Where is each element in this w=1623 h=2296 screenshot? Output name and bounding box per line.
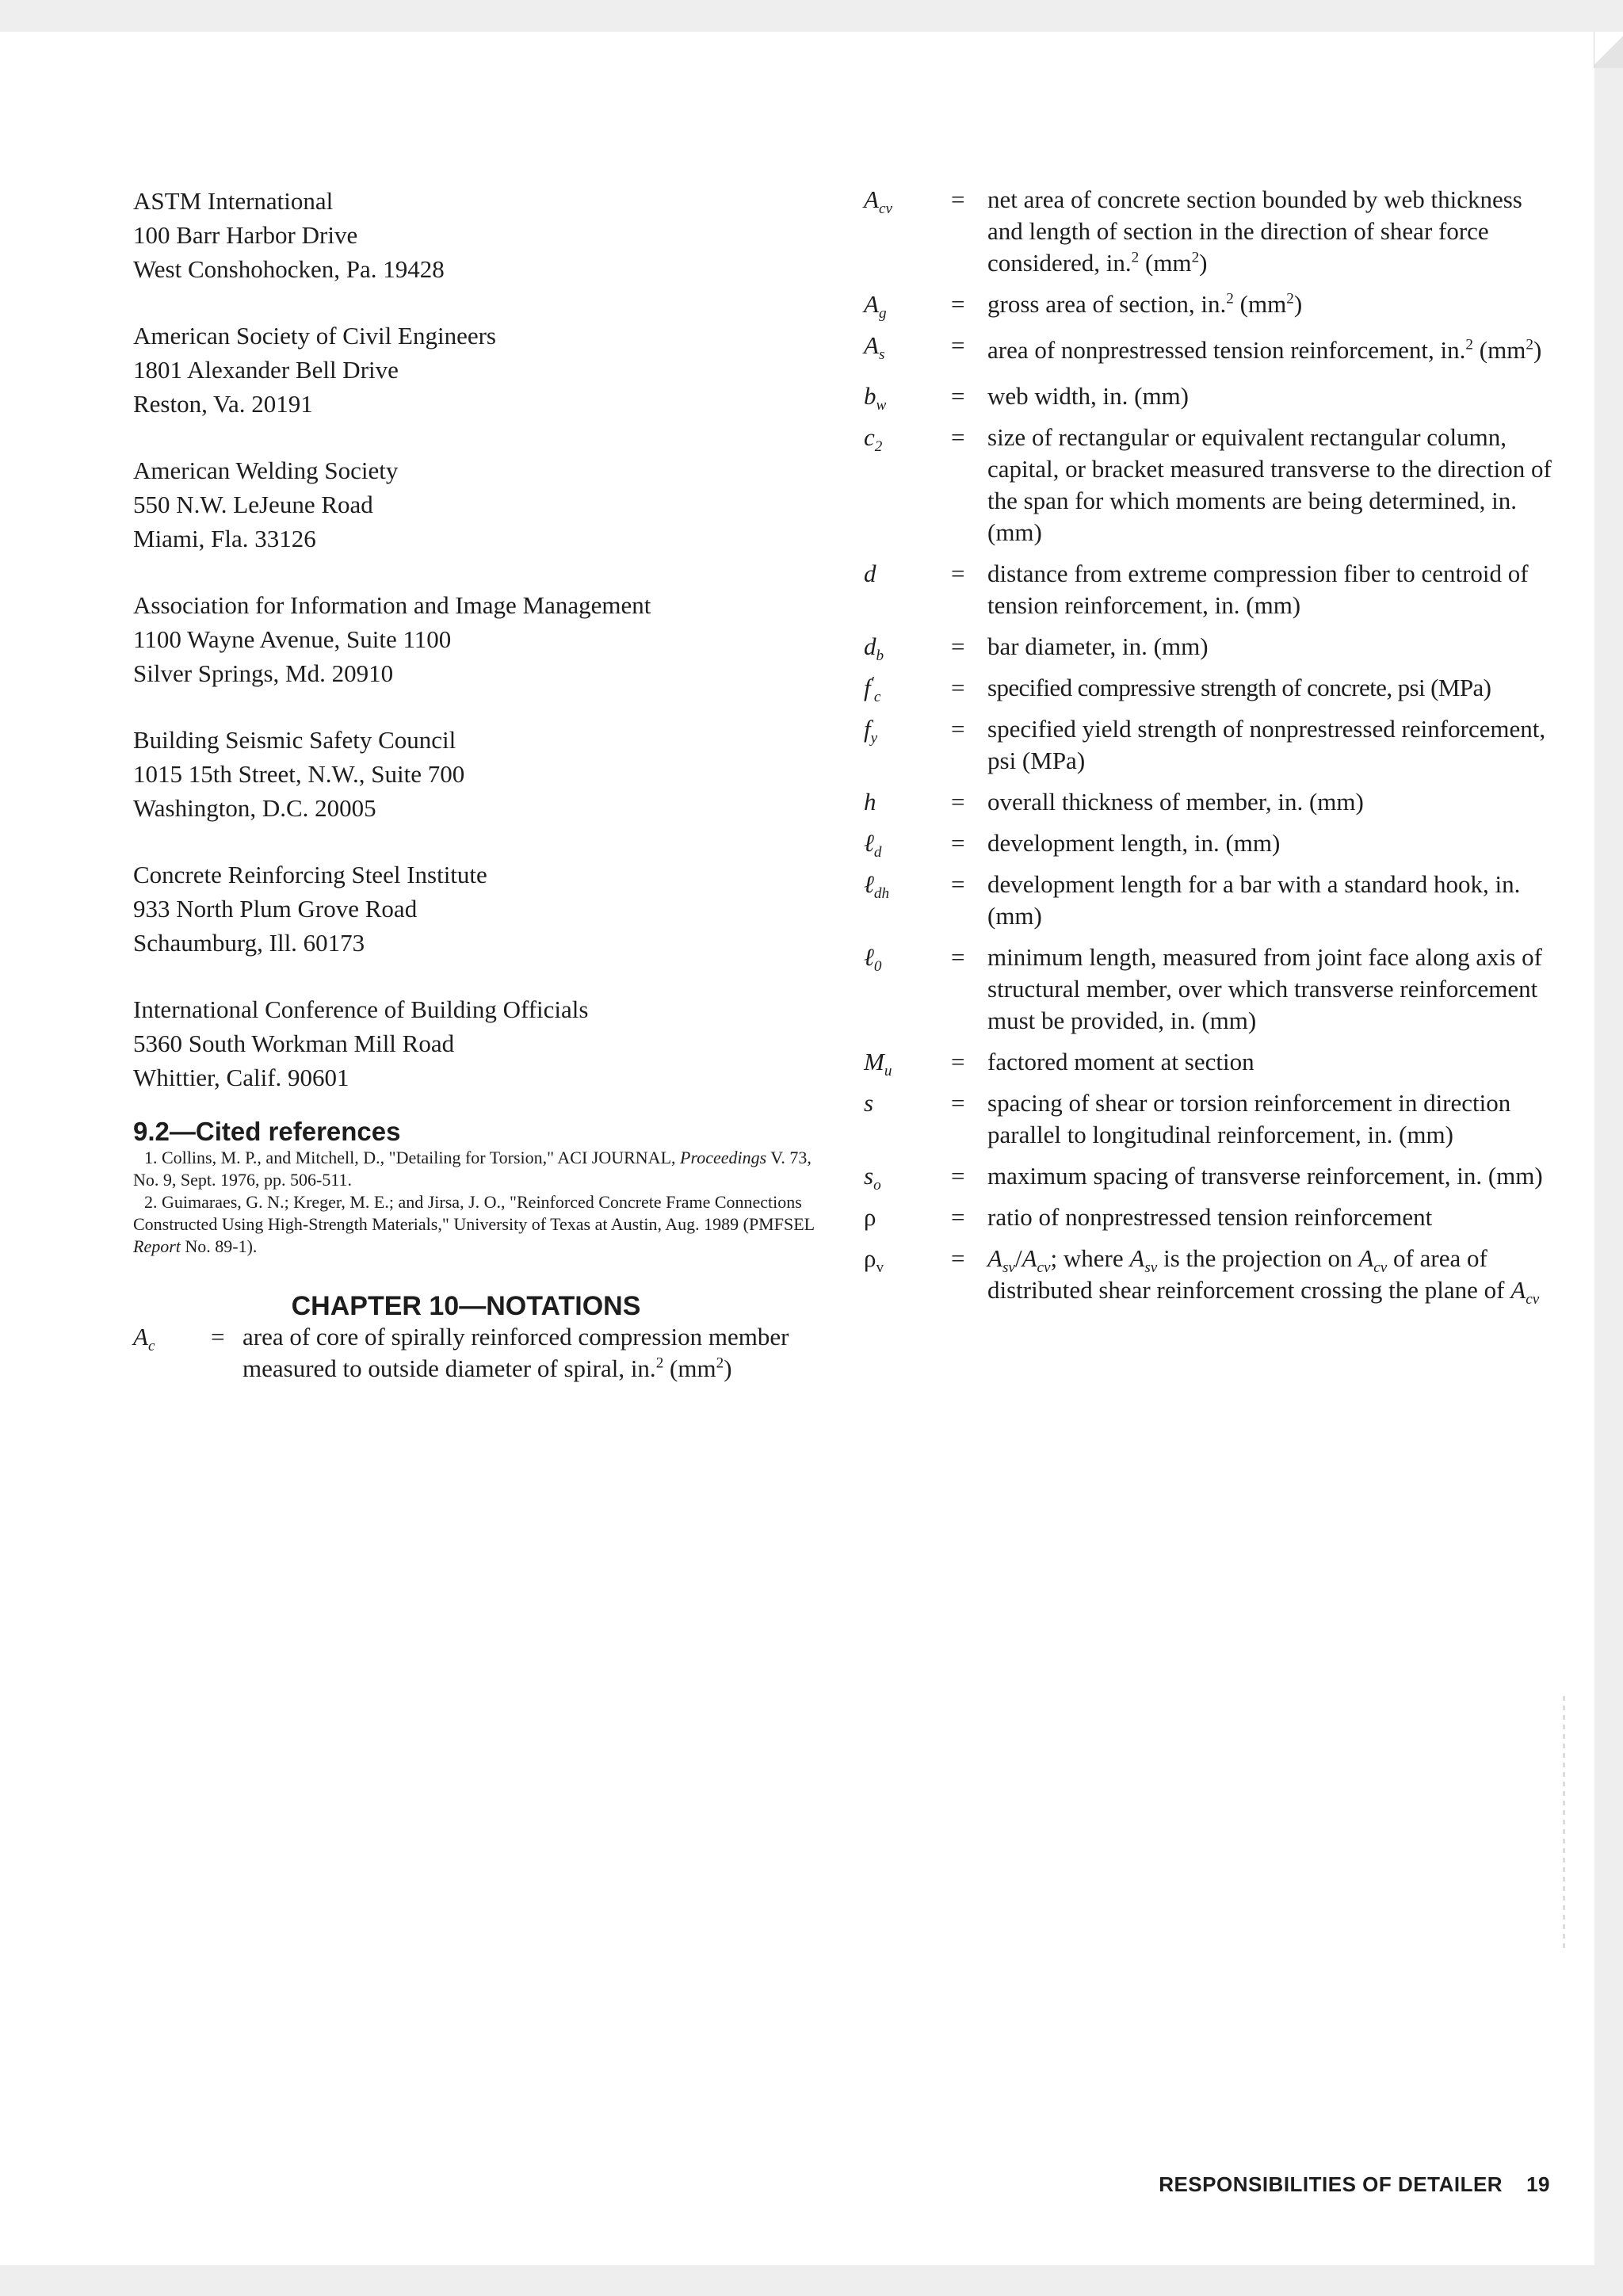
address-astm: ASTM International 100 Barr Harbor Drive West Conshohocken, Pa. 19428 [133, 187, 445, 283]
notation-bw: $b_w$ = web width, in. (mm) [864, 382, 1189, 415]
address-icbo: International Conference of Building Officials 5360 South Workman Mill Road Whittier, Calif. 90601 [133, 995, 589, 1091]
notation-d: d = distance from extreme compression fiber to centroid of tension reinforcement, in. (mm) [864, 560, 1529, 619]
address-crsi: Concrete Reinforcing Steel Institute 933 North Plum Grove Road Schaumburg, Ill. 60173 [133, 861, 487, 957]
left-column [133, 184, 831, 1394]
notation-s: s = spacing of shear or torsion reinforcement in direction parallel to longitudinal reinforcement, in. (mm) [864, 1089, 1511, 1148]
notation-acv: $A_{cv}$ = net area of concrete section bounded by web thickness and length of section in the direction of shear force considered, in.$^2$ $(mm^2)$ [864, 185, 1522, 277]
address-aiim: Association for Information and Image Management 1100 Wayne Avenue, Suite 1100 Silver Springs, Md. 20910 [133, 591, 651, 687]
notation-rhov: $\rho_v$ = $A_{sv}/A_{cv}$; where $A_{sv}$ is the projection on $A_{cv}$ of area of distributed shear reinforcement crossing the plane of $A_{cv}$ [864, 1244, 1540, 1308]
notation-c2: $c_2$ = size of rectangular or equivalent rectangular column, capital, or bracket measured transverse to the direction of the span for which moments are being determined, in. (mm) [864, 423, 1552, 546]
notation-h: h = overall thickness of member, in. (mm) [864, 788, 1364, 816]
scan-artifact [1563, 1696, 1565, 1950]
page-curl [1594, 32, 1623, 68]
page-footer [1159, 2172, 1550, 2197]
notation-fy: $f_y$ = specified yield strength of nonprestressed reinforcement, psi (MPa) [864, 715, 1546, 774]
address-aws: American Welding Society 550 N.W. LeJeune Road Miami, Fla. 33126 [133, 457, 399, 552]
reference-1: 1. Collins, M. P., and Mitchell, D., "Detailing for Torsion," ACI JOURNAL, Proceedings V. 73, No. 9, Sept. 1976, pp. 506-511. [133, 1148, 812, 1190]
notation-ac: $A_c$ = area of core of spirally reinforced compression member measured to outside diameter of spiral, in.$^2$ $(mm^2)$ [133, 1323, 789, 1382]
notation-ldh: ℓ$_{dh}$ = development length for a bar with a standard hook, in. (mm) [864, 870, 1521, 930]
cited-references-heading: 9.2—Cited references [133, 1117, 401, 1146]
address-asce: American Society of Civil Engineers 1801 Alexander Bell Drive Reston, Va. 20191 [133, 322, 496, 418]
notation-ld: ℓ$_d$ = development length, in. (mm) [864, 829, 1281, 861]
page-number: 19 [1526, 2172, 1550, 2196]
notation-db: $d_b$ = bar diameter, in. (mm) [864, 632, 1209, 665]
footer-title: RESPONSIBILITIES OF DETAILER [1159, 2172, 1503, 2196]
notation-lo: ℓ$_0$ = minimum length, measured from joint face along axis of structural member, over which transverse reinforcement must be provided, in. (mm) [864, 943, 1542, 1034]
notation-so: $s_o$ = maximum spacing of transverse reinforcement, in. (mm) [864, 1162, 1543, 1194]
notation-fc: $f'_c$ = specified compressive strength of concrete, psi (MPa) [864, 674, 1491, 706]
notation-ag: $A_g$ = gross area of section, in.$^2$ $(mm^2)$ [864, 290, 1303, 323]
chapter-title: CHAPTER 10—NOTATIONS [291, 1291, 641, 1321]
right-column [864, 184, 1553, 1316]
reference-2: 2. Guimaraes, G. N.; Kreger, M. E.; and Jirsa, J. O., "Reinforced Concrete Frame Connections Constructed Using High-Strength Materials," University of Texas at Austin, Aug. 1989 (PMFSEL Report No. 89-1). [133, 1192, 815, 1256]
address-bssc: Building Seismic Safety Council 1015 15th Street, N.W., Suite 700 Washington, D.C. 20005 [133, 726, 465, 822]
notation-mu: $M_u$ = factored moment at section [864, 1048, 1254, 1080]
notation-as: $A_s$ = area of nonprestressed tension reinforcement, in.$^2$ $(mm^2)$ [864, 331, 1542, 364]
notation-rho: ρ = ratio of nonprestressed tension reinforcement [864, 1203, 1433, 1231]
